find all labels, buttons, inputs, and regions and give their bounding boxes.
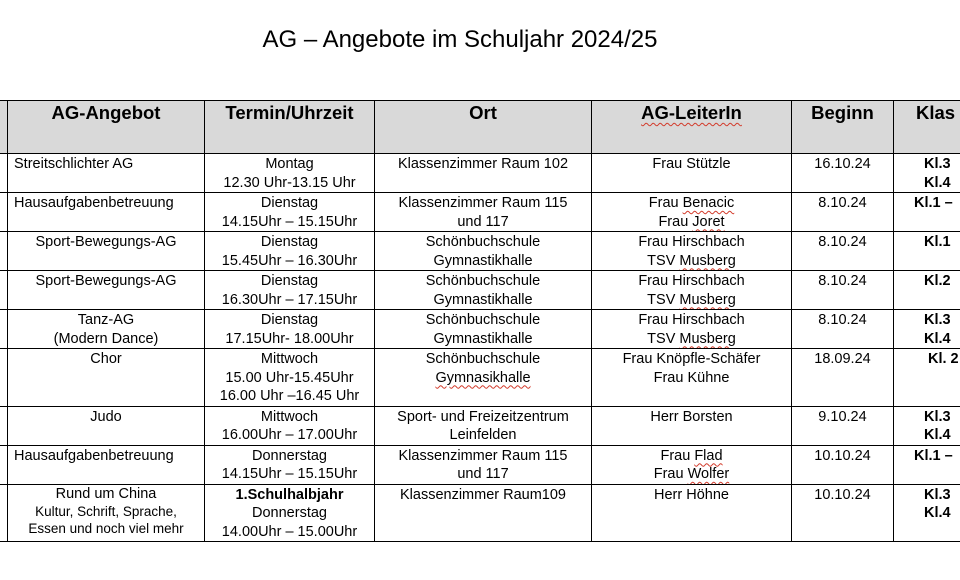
leiter-cell: Frau Flad Frau Wolfer	[592, 445, 792, 484]
table-row	[0, 349, 960, 407]
ag-cell: Streitschlichter AG	[8, 154, 205, 193]
leiter-cell: Frau Knöpfle-Schäfer Frau Kühne	[592, 349, 792, 407]
ort-cell: Schönbuchschule Gymnastikhalle	[375, 271, 592, 310]
leiter-cell: Frau Benacic Frau Joret	[592, 193, 792, 232]
header-cell-beginn: Beginn	[792, 101, 894, 154]
beginn-cell: 8.10.24	[792, 310, 894, 349]
row-index-cell	[0, 406, 8, 445]
ag-cell: Hausaufgabenbetreuung	[8, 193, 205, 232]
beginn-cell: 18.09.24	[792, 349, 894, 407]
row-index-cell	[0, 445, 8, 484]
klasse-cell: Kl.1 –	[894, 445, 960, 484]
row-index-cell	[0, 271, 8, 310]
header-cell-termin: Termin/Uhrzeit	[205, 101, 375, 154]
row-index-cell	[0, 193, 8, 232]
ag-cell: Judo	[8, 406, 205, 445]
ag-cell: Sport-Bewegungs-AG	[8, 232, 205, 271]
table-row	[0, 406, 960, 445]
table-row	[0, 193, 960, 232]
row-index-cell	[0, 310, 8, 349]
leiter-cell: Frau Stützle	[592, 154, 792, 193]
termin-cell: Dienstag 14.15Uhr – 15.15Uhr	[205, 193, 375, 232]
klasse-cell: Kl.3 Kl.4	[894, 484, 960, 542]
klasse-cell: Kl.1	[894, 232, 960, 271]
termin-cell: Dienstag 16.30Uhr – 17.15Uhr	[205, 271, 375, 310]
header-cell-leiter: AG-LeiterIn	[592, 101, 792, 154]
ort-cell: Schönbuchschule Gymnastikhalle	[375, 232, 592, 271]
klasse-cell: Kl.3 Kl.4	[894, 406, 960, 445]
termin-cell: Donnerstag 14.15Uhr – 15.15Uhr	[205, 445, 375, 484]
beginn-cell: 10.10.24	[792, 484, 894, 542]
row-index-cell	[0, 232, 8, 271]
ort-cell: Klassenzimmer Raum 115 und 117	[375, 193, 592, 232]
ag-cell: Sport-Bewegungs-AG	[8, 271, 205, 310]
beginn-cell: 8.10.24	[792, 271, 894, 310]
table-row	[0, 232, 960, 271]
leiter-cell: Frau Hirschbach TSV Musberg	[592, 271, 792, 310]
beginn-cell: 16.10.24	[792, 154, 894, 193]
header-cell-klasse: Klas	[894, 101, 960, 154]
ag-cell: Tanz-AG (Modern Dance)	[8, 310, 205, 349]
termin-cell: Dienstag 17.15Uhr- 18.00Uhr	[205, 310, 375, 349]
row-index-cell	[0, 154, 8, 193]
beginn-cell: 9.10.24	[792, 406, 894, 445]
beginn-cell: 10.10.24	[792, 445, 894, 484]
header-cell-index	[0, 101, 8, 154]
ort-cell: Klassenzimmer Raum 115 und 117	[375, 445, 592, 484]
ag-cell: Chor	[8, 349, 205, 407]
klasse-cell: Kl.3 Kl.4	[894, 310, 960, 349]
header-cell-ag: AG-Angebot	[8, 101, 205, 154]
beginn-cell: 8.10.24	[792, 193, 894, 232]
header-cell-ort: Ort	[375, 101, 592, 154]
termin-cell: Mittwoch 16.00Uhr – 17.00Uhr	[205, 406, 375, 445]
ort-cell: Schönbuchschule Gymnasikhalle	[375, 349, 592, 407]
table-row	[0, 154, 960, 193]
ag-table	[0, 100, 960, 542]
termin-cell: Mittwoch 15.00 Uhr-15.45Uhr 16.00 Uhr –16.45 Uhr	[205, 349, 375, 407]
leiter-cell: Herr Höhne	[592, 484, 792, 542]
leiter-cell: Herr Borsten	[592, 406, 792, 445]
leiter-cell: Frau Hirschbach TSV Musberg	[592, 232, 792, 271]
termin-cell: Montag 12.30 Uhr-13.15 Uhr	[205, 154, 375, 193]
ort-cell: Klassenzimmer Raum109	[375, 484, 592, 542]
table-header-row	[0, 101, 960, 154]
klasse-cell: Kl. 2	[894, 349, 960, 407]
klasse-cell: Kl.3 Kl.4	[894, 154, 960, 193]
beginn-cell: 8.10.24	[792, 232, 894, 271]
leiter-cell: Frau Hirschbach TSV Musberg	[592, 310, 792, 349]
ort-cell: Klassenzimmer Raum 102	[375, 154, 592, 193]
table-row	[0, 445, 960, 484]
table-row	[0, 271, 960, 310]
table-row	[0, 310, 960, 349]
row-index-cell	[0, 484, 8, 542]
ag-cell: Rund um China Kultur, Schrift, Sprache, Essen und noch viel mehr	[8, 484, 205, 542]
ag-cell: Hausaufgabenbetreuung	[8, 445, 205, 484]
table-row	[0, 484, 960, 542]
row-index-cell	[0, 349, 8, 407]
klasse-cell: Kl.1 –	[894, 193, 960, 232]
termin-cell: 1.Schulhalbjahr Donnerstag 14.00Uhr – 15.00Uhr	[205, 484, 375, 542]
termin-cell: Dienstag 15.45Uhr – 16.30Uhr	[205, 232, 375, 271]
ort-cell: Schönbuchschule Gymnastikhalle	[375, 310, 592, 349]
ort-cell: Sport- und Freizeitzentrum Leinfelden	[375, 406, 592, 445]
klasse-cell: Kl.2	[894, 271, 960, 310]
document-title: AG – Angebote im Schuljahr 2024/25	[262, 26, 658, 53]
